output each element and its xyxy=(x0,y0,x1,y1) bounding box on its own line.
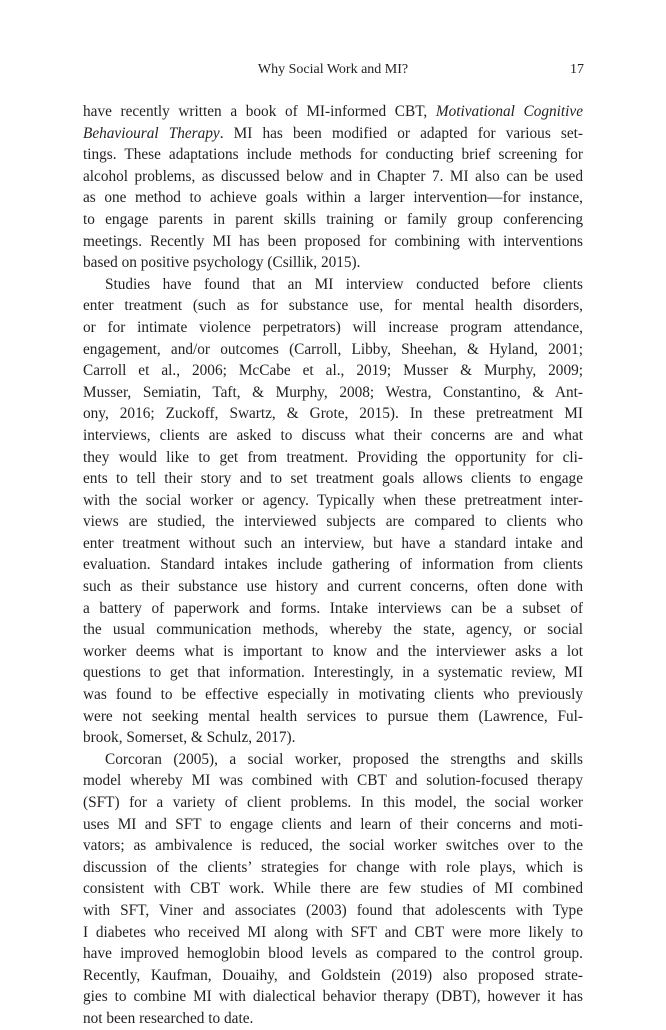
running-head-title: Why Social Work and MI? xyxy=(257,62,409,77)
text-line: a battery of paperwork and forms. Intake interviews can be a subset of xyxy=(83,599,583,617)
text-line: enter treatment (such as for substance use, for mental health disorders, xyxy=(83,297,583,315)
text-line: they would like to get from treatment. Providing the opportunity for cli- xyxy=(83,448,583,466)
paragraph xyxy=(83,274,583,749)
text-line: to engage parents in parent skills training or family group conferencing xyxy=(83,210,583,228)
text-line: or for intimate violence perpetrators) will increase program attendance, xyxy=(83,318,583,336)
text-line: engagement, and/or outcomes (Carroll, Libby, Sheehan, & Hyland, 2001; xyxy=(83,340,583,358)
text-line: ents to tell their story and to set treatment goals allows clients to engage xyxy=(83,470,583,488)
text-line: gies to combine MI with dialectical behavior therapy (DBT), however it has xyxy=(83,988,583,1006)
text-line: Musser, Semiatin, Taft, & Murphy, 2008; Westra, Constantino, & Ant- xyxy=(83,383,583,401)
text-line: was found to be effective especially in motivating clients who previously xyxy=(83,686,583,704)
page-number: 17 xyxy=(570,62,584,77)
text-line: Recently, Kaufman, Douaihy, and Goldstein (2019) also proposed strate- xyxy=(83,966,583,984)
book-title-italic: Motivational Cognitive xyxy=(435,103,583,120)
text-line: tings. These adaptations include methods for conducting brief screening for xyxy=(83,146,583,164)
text-line: views are studied, the interviewed subjects are compared to clients who xyxy=(83,513,583,531)
text-line: as one method to achieve goals within a larger intervention—for instance, xyxy=(83,189,583,207)
text-line: were not seeking mental health services to pursue them (Lawrence, Ful- xyxy=(83,707,583,725)
running-head xyxy=(0,62,666,84)
text-line: brook, Somerset, & Schulz, 2017). xyxy=(83,729,296,747)
text-line: ony, 2016; Zuckoff, Swartz, & Grote, 2015). In these pretreatment MI xyxy=(83,405,583,423)
text-line: (SFT) for a variety of client problems. In this model, the social worker xyxy=(83,794,583,811)
text-line: not been researched to date. xyxy=(83,1009,254,1027)
text-line: enter treatment without such an interview, but have a standard intake and xyxy=(83,534,583,552)
book-title-italic: Behavioural Therapy xyxy=(83,124,220,142)
text-line: worker deems what is important to know and the interviewer asks a lot xyxy=(83,642,583,660)
text-line: have recently written a book of MI-informed CBT, Motivational Cognitive xyxy=(83,103,583,120)
text-line: such as their substance use history and current concerns, often done with xyxy=(83,578,583,596)
text-line: the usual communication methods, whereby the state, agency, or social xyxy=(83,621,583,639)
text-line: evaluation. Standard intakes include gathering of information from clients xyxy=(83,556,583,574)
text-line: discussion of the clients’ strategies for change with role plays, which is xyxy=(83,858,583,876)
text-line: with SFT, Viner and associates (2003) found that adolescents with Type xyxy=(83,901,583,919)
text-line: have improved hemoglobin blood levels as compared to the control group. xyxy=(83,945,583,963)
text-line: vators; as ambivalence is reduced, the social worker switches over to the xyxy=(83,837,583,855)
text-line: Carroll et al., 2006; McCabe et al., 2019; Musser & Murphy, 2009; xyxy=(83,362,583,380)
text-line: Behavioural Therapy. MI has been modified or adapted for various set- xyxy=(83,124,583,142)
text-line: meetings. Recently MI has been proposed for combining with interventions xyxy=(83,232,583,250)
paragraph xyxy=(83,749,583,1030)
text-line: Studies have found that an MI interview conducted before clients xyxy=(105,275,583,293)
text-line: I diabetes who received MI along with SFT and CBT were more likely to xyxy=(83,923,583,941)
text-line: questions to get that information. Interestingly, in a systematic review, MI xyxy=(83,664,583,682)
text-line: Corcoran (2005), a social worker, proposed the strengths and skills xyxy=(105,750,583,768)
paragraph xyxy=(83,101,583,274)
text-line: interviews, clients are asked to discuss what their concerns are and what xyxy=(83,426,583,444)
text-line: model whereby MI was combined with CBT and solution-focused therapy xyxy=(83,772,583,790)
text-line: alcohol problems, as discussed below and in Chapter 7. MI also can be used xyxy=(83,167,583,185)
body-text xyxy=(83,101,583,1030)
text-line: with the social worker or agency. Typically when these pretreatment inter- xyxy=(83,491,583,509)
text-line: consistent with CBT work. While there are few studies of MI combined xyxy=(83,880,583,898)
text-line: based on positive psychology (Csillik, 2015). xyxy=(83,254,361,272)
text-line: uses MI and SFT to engage clients and learn of their concerns and moti- xyxy=(83,815,583,833)
